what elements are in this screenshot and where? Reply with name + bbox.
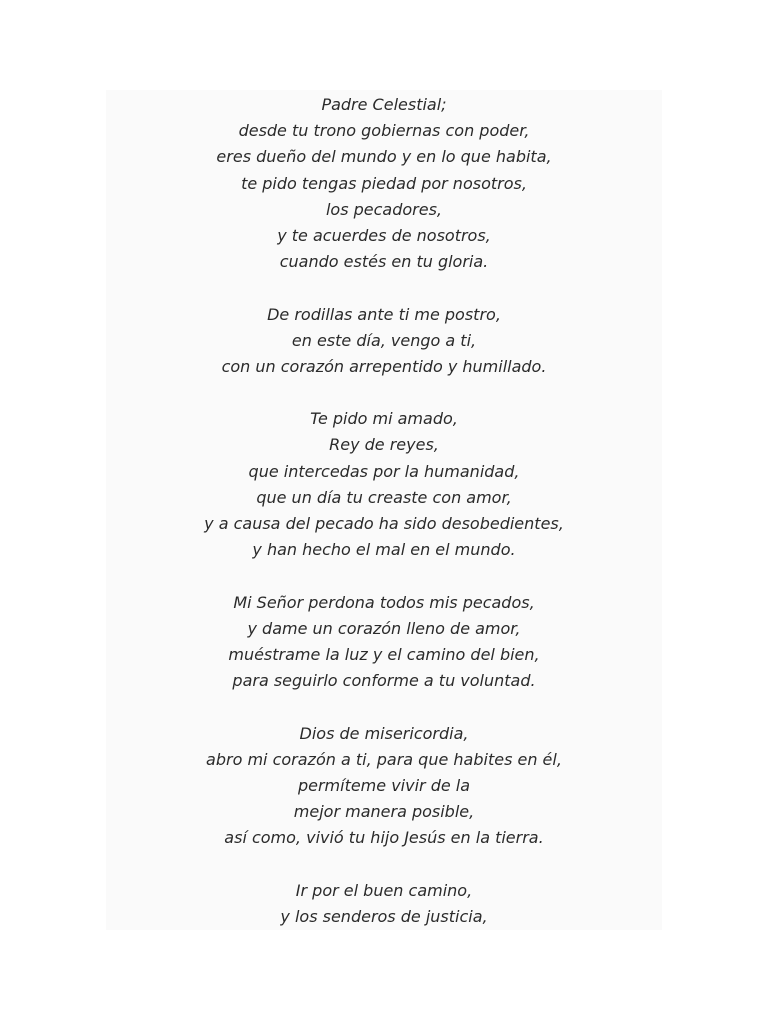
poem-panel bbox=[106, 90, 662, 930]
poem-line: Rey de reyes, bbox=[329, 435, 439, 455]
poem-line: mejor manera posible, bbox=[293, 802, 475, 822]
poem-line: y los senderos de justicia, bbox=[280, 906, 488, 926]
poem-line: Dios de misericordia, bbox=[299, 723, 469, 743]
poem-line: en este día, vengo a ti, bbox=[291, 330, 477, 350]
poem-line: y a causa del pecado ha sido desobedientes, bbox=[204, 514, 564, 533]
stanza-gap bbox=[106, 563, 662, 589]
poem-line: muéstrame la luz y el camino del bien, bbox=[228, 644, 540, 664]
poem-line: Ir por el buen camino, bbox=[295, 880, 473, 900]
stanza-gap bbox=[106, 694, 662, 720]
poem-text bbox=[106, 92, 662, 930]
poem-line: y han hecho el mal en el mundo. bbox=[252, 540, 516, 560]
poem-line: los pecadores, bbox=[325, 199, 443, 219]
stanza-gap bbox=[106, 380, 662, 406]
poem-line: Mi Señor perdona todos mis pecados, bbox=[233, 592, 535, 612]
poem-line: y te acuerdes de nosotros, bbox=[277, 225, 491, 245]
poem-line: Padre Celestial; bbox=[321, 95, 447, 114]
poem-line: así como, vivió tu hijo Jesús en la tierra. bbox=[224, 828, 544, 848]
poem-line: desde tu trono gobiernas con poder, bbox=[238, 121, 530, 141]
poem-line: abro mi corazón a ti, para que habites en él, bbox=[206, 749, 562, 769]
poem-line: que un día tu creaste con amor, bbox=[256, 487, 512, 507]
stanza-gap bbox=[106, 851, 662, 877]
poem-line: y dame un corazón lleno de amor, bbox=[247, 618, 521, 638]
stanza-gap bbox=[106, 275, 662, 301]
poem-line: cuando estés en tu gloria. bbox=[279, 252, 489, 272]
poem-line: eres dueño del mundo y en lo que habita, bbox=[216, 147, 552, 167]
poem-line: permíteme vivir de la bbox=[297, 775, 471, 795]
poem-line: te pido tengas piedad por nosotros, bbox=[241, 173, 527, 193]
poem-line: con un corazón arrepentido y humillado. bbox=[221, 356, 547, 376]
poem-line: Te pido mi amado, bbox=[310, 409, 458, 429]
poem-line: que intercedas por la humanidad, bbox=[248, 461, 520, 481]
poem-line: De rodillas ante ti me postro, bbox=[267, 304, 501, 324]
poem-line: para seguirlo conforme a tu voluntad. bbox=[232, 671, 536, 691]
